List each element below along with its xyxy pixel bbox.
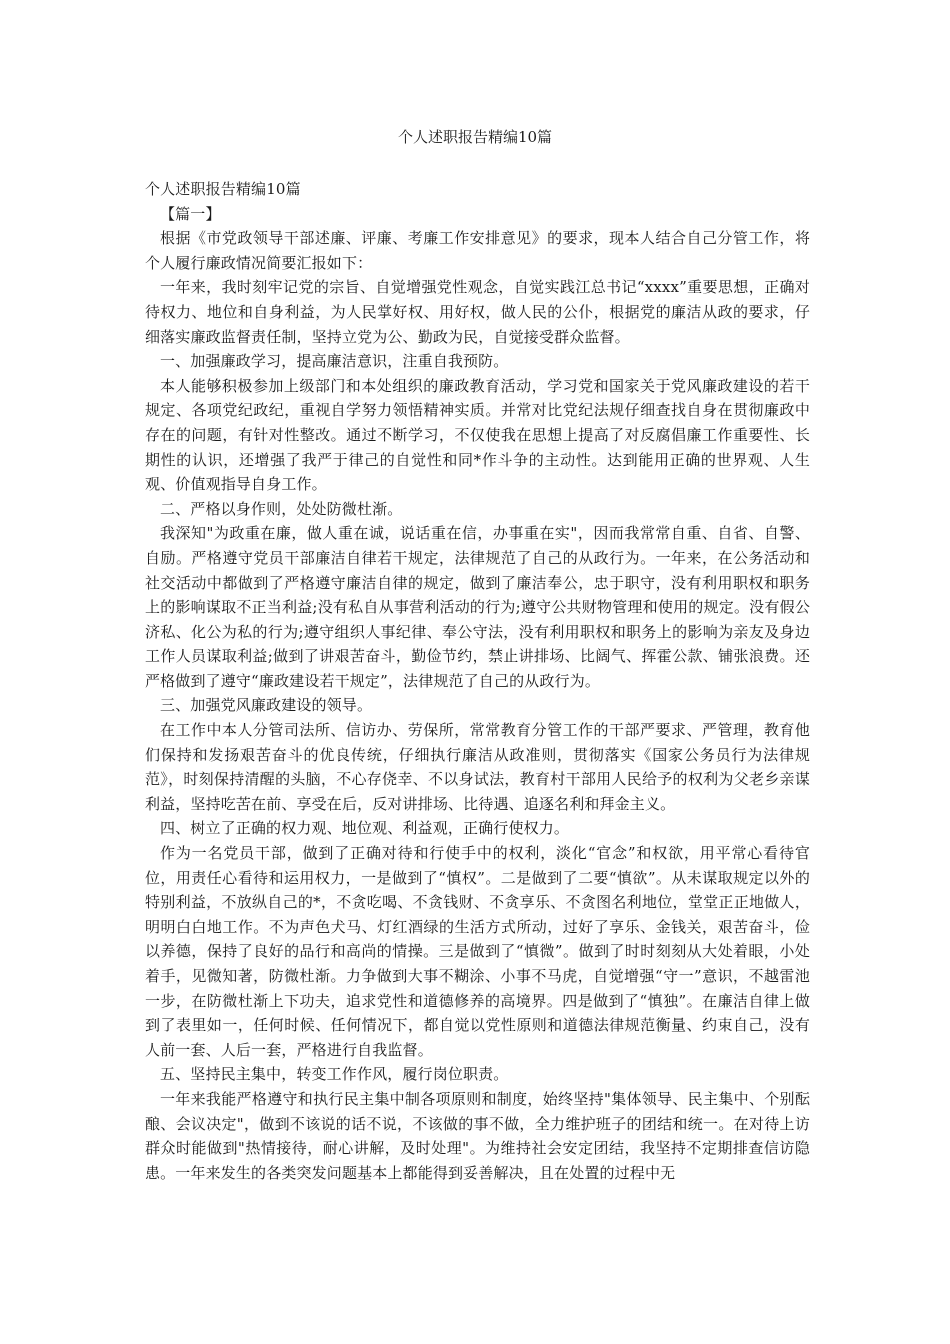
paragraph: 一年来我能严格遵守和执行民主集中制各项原则和制度，始终坚持"集体领导、民主集中、个别酝酿、会议决定"，做到不该说的话不说，不该做的事不做，全力维护班子的团结和统一。在对待上访群众时能做到"热情接待，耐心讲解，及时处理"。为维持社会安定团结，我坚持不定期排查信访隐患。一年来发生的各类突发问题基本上都能得到妥善解决，且在处置的过程中无 bbox=[145, 1089, 810, 1182]
paragraph: 我深知"为政重在廉，做人重在诚，说话重在信，办事重在实"，因而我常常自重、自省、自警、自励。严格遵守党员干部廉洁自律若干规定，法律规范了自己的从政行为。一年来，在公务活动和社交活动中都做到了严格遵守廉洁自律的规定，做到了廉洁奉公，忠于职守，没有利用职权和职务上的影响谋取不正当利益;没有私自从事营利活动的行为;遵守公共财物管理和使用的规定。没有假公济私、化公为私的行为;遵守组织人事纪律、奉公守法，没有利用职权和职务上的影响为亲友及身边工作人员谋取利益;做到了讲艰苦奋斗，勤俭节约，禁止讲排场、比阔气、挥霍公款、铺张浪费。还严格做到了遵守“廉政建设若干规定”，法律规范了自己的从政行为。 bbox=[145, 524, 810, 690]
document-subtitle: 个人述职报告精编10篇 bbox=[145, 180, 301, 198]
section-heading: 五、坚持民主集中，转变工作作风，履行岗位职责。 bbox=[160, 1065, 509, 1084]
document-body bbox=[145, 177, 810, 1185]
section-heading: 四、树立了正确的权力观、地位观、利益观，正确行使权力。 bbox=[160, 819, 570, 838]
paragraph: 作为一名党员干部，做到了正确对待和行使手中的权利，淡化“官念”和权欲，用平常心看待官位，用责任心看待和运用权力，一是做到了“慎权”。二是做到了二要“慎欲”。从未谋取规定以外的特别利益，不放纵自己的*，不贪吃喝、不贪钱财、不贪享乐、不贪图名利地位，堂堂正正地做人，明明白白地工作。不为声色犬马、灯红酒绿的生活方式所动，过好了享乐、金钱关，艰苦奋斗，俭以养德，保持了良好的品行和高尚的情操。三是做到了“慎微”。做到了时时刻刻从大处着眼，小处着手，见微知著，防微杜渐。力争做到大事不糊涂、小事不马虎，自觉增强“守一”意识，不越雷池一步，在防微杜渐上下功夫，追求党性和道德修养的高境界。四是做到了“慎独”。在廉洁自律上做到了表里如一，任何时候、任何情况下，都自觉以党性原则和道德法律规范衡量、约束自己，没有人前一套、人后一套，严格进行自我监督。 bbox=[145, 844, 810, 1059]
paragraph: 根据《市党政领导干部述廉、评廉、考廉工作安排意见》的要求，现本人结合自己分管工作，将个人履行廉政情况简要汇报如下： bbox=[145, 229, 810, 272]
section-heading: 一、加强廉政学习，提高廉洁意识，注重自我预防。 bbox=[160, 352, 509, 371]
section-mark: 【篇一】 bbox=[160, 204, 221, 223]
paragraph: 一年来，我时刻牢记党的宗旨、自觉增强党性观念，自觉实践江总书记“xxxx”重要思想，正确对待权力、地位和自身利益，为人民掌好权、用好权，做人民的公仆，根据党的廉洁从政的要求，仔细落实廉政监督责任制，坚持立党为公、勤政为民，自觉接受群众监督。 bbox=[145, 278, 810, 346]
document-title: 个人述职报告精编10篇 bbox=[397, 128, 553, 146]
section-heading: 三、加强党风廉政建设的领导。 bbox=[160, 696, 373, 715]
paragraph: 本人能够积极参加上级部门和本处组织的廉政教育活动，学习党和国家关于党风廉政建设的若干规定、各项党纪政纪，重视自学努力领悟精神实质。并常对比党纪法规仔细查找自身在贯彻廉政中存在的问题，有针对性整改。通过不断学习，不仅使我在思想上提高了对反腐倡廉工作重要性、长期性的认识，还增强了我严于律己的自觉性和同*作斗争的主动性。达到能用正确的世界观、人生观、价值观指导自身工作。 bbox=[145, 376, 810, 494]
paragraph: 在工作中本人分管司法所、信访办、劳保所，常常教育分管工作的干部严要求、严管理，教育他们保持和发扬艰苦奋斗的优良传统，仔细执行廉洁从政准则，贯彻落实《国家公务员行为法律规范》，时刻保持清醒的头脑，不心存侥幸、不以身试法，教育村干部用人民给予的权利为父老乡亲谋利益，坚持吃苦在前、享受在后，反对讲排场、比待遇、追逐名利和拜金主义。 bbox=[145, 721, 810, 813]
section-heading: 二、严格以身作则，处处防微杜渐。 bbox=[160, 499, 403, 518]
